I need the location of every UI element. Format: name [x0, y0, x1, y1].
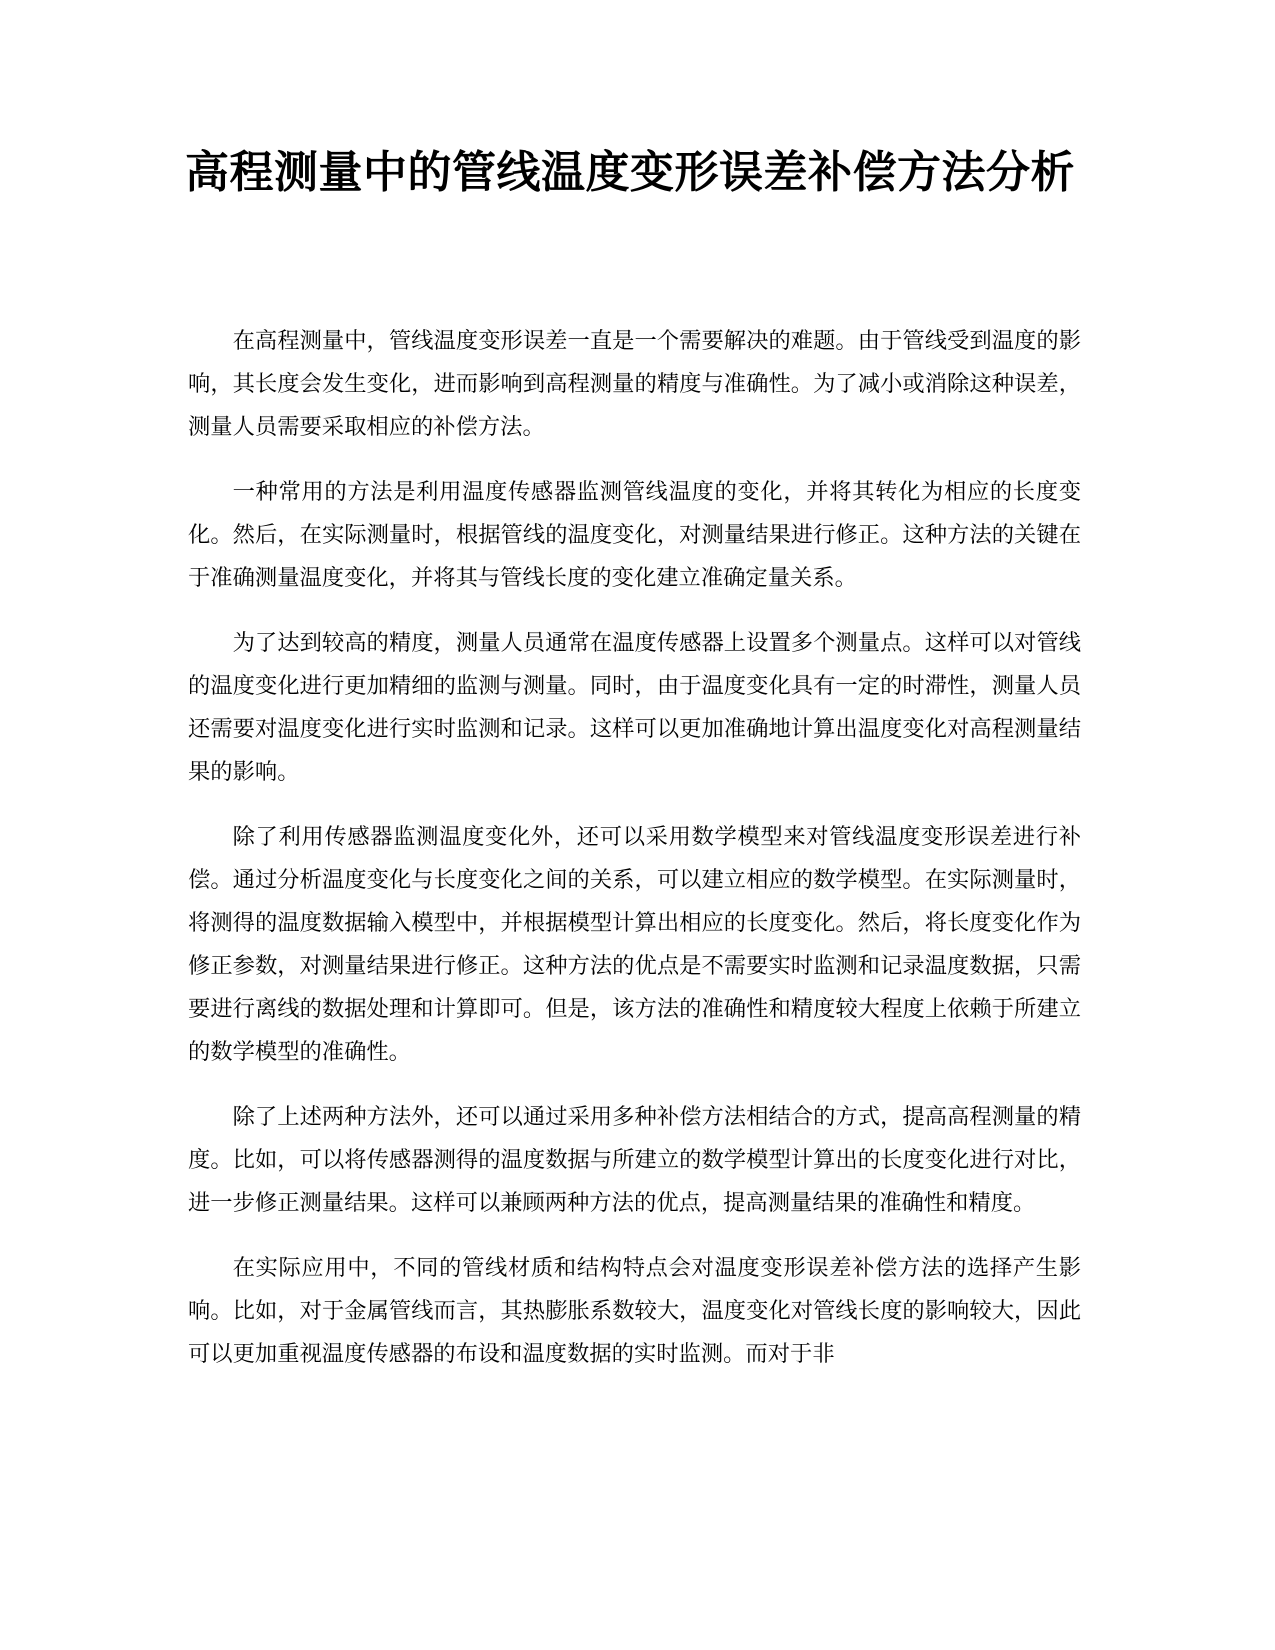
paragraph-2: 一种常用的方法是利用温度传感器监测管线温度的变化，并将其转化为相应的长度变化。然后，在实际测量时，根据管线的温度变化，对测量结果进行修正。这种方法的关键在于准确测量温度变化，并将其与管线长度的变化建立准确定量关系。: [188, 479, 1081, 591]
paragraph-3: 为了达到较高的精度，测量人员通常在温度传感器上设置多个测量点。这样可以对管线的温度变化进行更加精细的监测与测量。同时，由于温度变化具有一定的时滞性，测量人员还需要对温度变化进行实时监测和记录。这样可以更加准确地计算出温度变化对高程测量结果的影响。: [188, 630, 1081, 785]
paragraph-4: 除了利用传感器监测温度变化外，还可以采用数学模型来对管线温度变形误差进行补偿。通过分析温度变化与长度变化之间的关系，可以建立相应的数学模型。在实际测量时，将测得的温度数据输入模型中，并根据模型计算出相应的长度变化。然后，将长度变化作为修正参数，对测量结果进行修正。这种方法的优点是不需要实时监测和记录温度数据，只需要进行离线的数据处理和计算即可。但是，该方法的准确性和精度较大程度上依赖于所建立的数学模型的准确性。: [188, 824, 1081, 1065]
paragraph-5: 除了上述两种方法外，还可以通过采用多种补偿方法相结合的方式，提高高程测量的精度。比如，可以将传感器测得的温度数据与所建立的数学模型计算出的长度变化进行对比，进一步修正测量结果。这样可以兼顾两种方法的优点，提高测量结果的准确性和精度。: [188, 1104, 1081, 1216]
document-title: 高程测量中的管线温度变形误差补偿方法分析: [185, 147, 1075, 198]
paragraph-1: 在高程测量中，管线温度变形误差一直是一个需要解决的难题。由于管线受到温度的影响，其长度会发生变化，进而影响到高程测量的精度与准确性。为了减小或消除这种误差，测量人员需要采取相应的补偿方法。: [188, 328, 1081, 440]
document-body: [188, 320, 1081, 1398]
paragraph-6: 在实际应用中，不同的管线材质和结构特点会对温度变形误差补偿方法的选择产生影响。比如，对于金属管线而言，其热膨胀系数较大，温度变化对管线长度的影响较大，因此可以更加重视温度传感器的布设和温度数据的实时监测。而对于非: [188, 1255, 1081, 1367]
